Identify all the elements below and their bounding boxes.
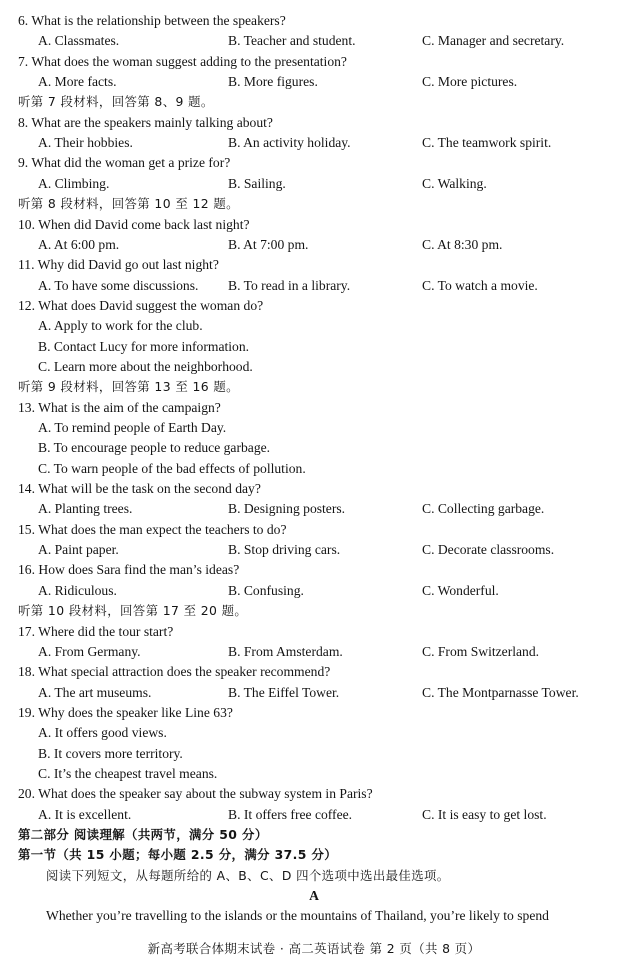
option-line: C. To warn people of the bad effects of pollution. [38,460,306,476]
option-line: B. To encourage people to reduce garbage. [38,440,271,456]
option-a: A. From Germany. [38,643,141,659]
question: 14. What will be the task on the second day? [18,481,261,497]
passage-text: Whether you’re travelling to the islands or the mountains of Thailand, you’re likely to spend [46,908,549,924]
option-c: C. Decorate classrooms. [422,542,555,558]
question: 9. What did the woman get a prize for? [18,155,231,171]
option-row [0,31,628,51]
question: 15. What does the man expect the teachers to do? [18,521,287,537]
option-line: B. Contact Lucy for more information. [38,338,250,354]
option-c: C. Collecting garbage. [422,501,545,517]
option-row [0,499,628,519]
option-c: C. Walking. [422,175,487,191]
option-c: C. To watch a movie. [422,277,538,293]
option-a: A. Classmates. [38,33,120,49]
option-a: A. More facts. [38,74,117,90]
option-line: A. To remind people of Earth Day. [38,420,227,435]
question: 7. What does the woman suggest adding to the presentation? [18,53,347,69]
question: 18. What special attraction does the speaker recommend? [18,664,331,680]
passage-label: A [309,888,319,904]
question: 10. When did David come back last night? [18,216,250,232]
option-c: C. From Switzerland. [422,643,540,659]
option-row [0,805,628,825]
option-a: A. To have some discussions. [38,277,199,293]
option-line: C. Learn more about the neighborhood. [38,358,253,374]
option-row [0,581,628,601]
question: 8. What are the speakers mainly talking about? [18,114,273,130]
section-instruction: 听第 7 段材料，回答第 8、9 题。 [18,94,214,110]
option-c: C. The teamwork spirit. [422,135,552,151]
option-b: B. Sailing. [228,175,286,191]
option-c: C. Manager and secretary. [422,33,565,49]
question: 12. What does David suggest the woman do? [18,297,264,313]
option-row [0,174,628,194]
option-line: A. Apply to work for the club. [38,318,203,334]
option-b: B. The Eiffel Tower. [228,684,340,700]
question: 11. Why did David go out last night? [18,257,219,273]
option-line: A. It offers good views. [38,725,167,741]
option-row [0,540,628,560]
section-instruction: 听第 9 段材料，回答第 13 至 16 题。 [18,379,239,395]
option-b: B. An activity holiday. [228,135,351,151]
question: 19. Why does the speaker like Line 63? [18,704,233,720]
question: 20. What does the speaker say about the subway system in Paris? [18,786,373,802]
option-b: B. More figures. [228,74,318,90]
question: 16. How does Sara find the man’s ideas? [18,562,240,578]
option-b: B. Confusing. [228,582,304,598]
option-a: A. Ridiculous. [38,582,117,598]
option-a: A. The art museums. [38,684,152,700]
option-line: B. It covers more territory. [38,745,183,761]
reading-instruction: 阅读下列短文，从每题所给的 A、B、C、D 四个选项中选出最佳选项。 [46,867,450,883]
question: 13. What is the aim of the campaign? [18,399,221,415]
option-b: B. Designing posters. [228,501,346,517]
option-b: B. It offers free coffee. [228,806,353,822]
option-a: A. At 6:00 pm. [38,236,120,252]
page-footer: 新高考联合体期末试卷 · 高二英语试卷 第 2 页（共 8 页） [147,941,481,956]
option-b: B. Teacher and student. [228,33,356,49]
option-a: A. Planting trees. [38,501,133,517]
section-instruction: 听第 10 段材料，回答第 17 至 20 题。 [18,603,248,619]
option-c: C. The Montparnasse Tower. [422,684,579,700]
option-row [0,642,628,662]
option-b: B. From Amsterdam. [228,643,343,659]
option-a: A. Climbing. [38,175,110,191]
option-b: B. At 7:00 pm. [228,236,309,252]
option-row [0,72,628,92]
question: 17. Where did the tour start? [18,623,174,639]
option-line: C. It’s the cheapest travel means. [38,765,218,781]
option-c: C. More pictures. [422,74,518,90]
section-instruction: 听第 8 段材料，回答第 10 至 12 题。 [18,196,239,212]
option-b: B. Stop driving cars. [228,542,341,558]
option-c: C. Wonderful. [422,582,499,598]
option-row [0,683,628,703]
section-heading: 第二部分 阅读理解（共两节，满分 50 分） [18,827,268,842]
option-row [0,276,628,296]
option-row [0,235,628,255]
option-a: A. Their hobbies. [38,135,133,151]
option-b: B. To read in a library. [228,277,351,293]
option-a: A. Paint paper. [38,542,119,558]
option-c: C. It is easy to get lost. [422,806,547,822]
option-a: A. It is excellent. [38,806,132,822]
option-c: C. At 8:30 pm. [422,236,503,252]
option-row [0,133,628,153]
question: 6. What is the relationship between the speakers? [18,13,286,28]
section-heading: 第一节（共 15 小题；每小题 2.5 分，满分 37.5 分） [18,847,338,863]
